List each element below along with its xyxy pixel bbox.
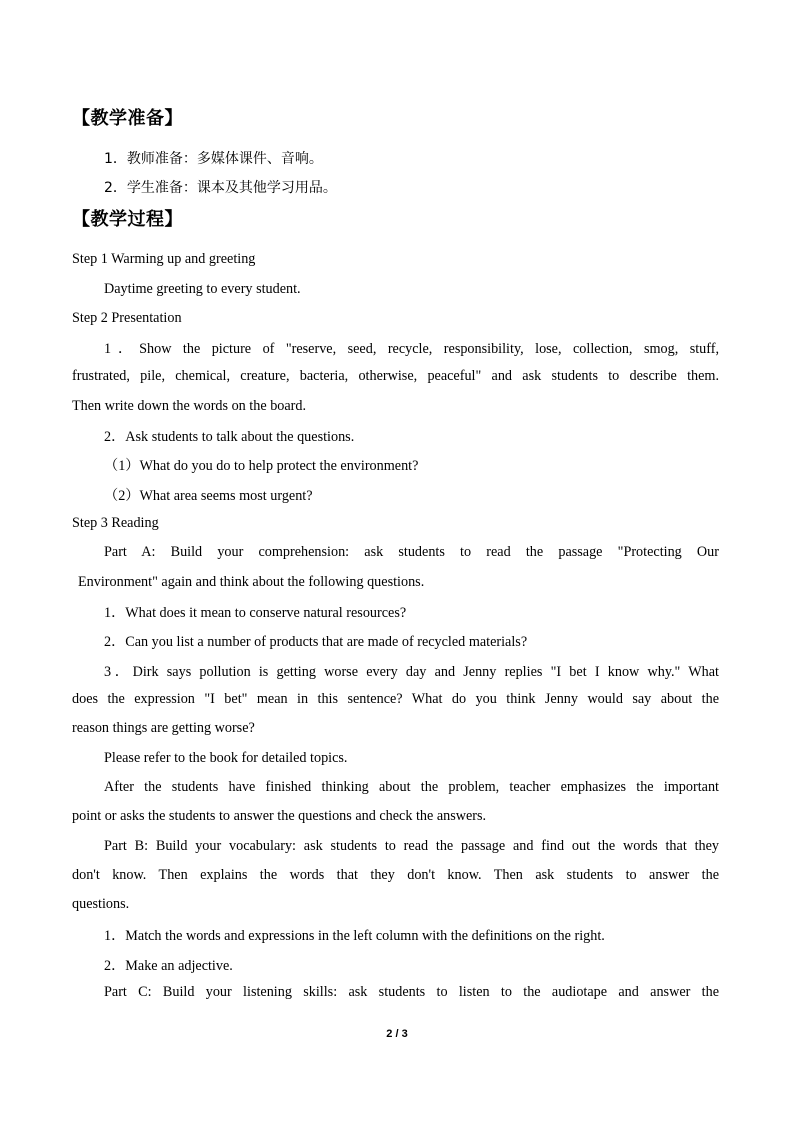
section-heading-process: 【教学过程】 bbox=[72, 209, 183, 230]
step2-title: Step 2 Presentation bbox=[72, 310, 182, 326]
step3-question-a1: 1．What does it mean to conserve natural resources? bbox=[104, 605, 407, 621]
step3-partC-line1: Part C: Build your listening skills: ask students to listen to the audiotape and answer the bbox=[104, 984, 719, 1000]
step1-title: Step 1 Warming up and greeting bbox=[72, 251, 256, 267]
step3-title: Step 3 Reading bbox=[72, 515, 159, 531]
step3-partA-line1: Part A: Build your comprehension: ask students to read the passage "Protecting Our bbox=[104, 544, 719, 560]
step3-question-b1: 1．Match the words and expressions in the left column with the definitions on the right. bbox=[104, 928, 605, 944]
step2-question1: （1）What do you do to help protect the environment? bbox=[104, 458, 419, 474]
step3-refer: Please refer to the book for detailed topics. bbox=[104, 750, 348, 766]
step3-partA-line2: Environment" again and think about the following questions. bbox=[78, 574, 425, 590]
step1-text: Daytime greeting to every student. bbox=[104, 281, 301, 297]
step2-item2: 2．Ask students to talk about the questions. bbox=[104, 429, 355, 445]
step2-item1-line2: frustrated, pile, chemical, creature, bacteria, otherwise, peaceful" and ask students to describe them. bbox=[72, 368, 719, 384]
step3-after-line2: point or asks the students to answer the questions and check the answers. bbox=[72, 808, 487, 824]
section-heading-preparation: 【教学准备】 bbox=[72, 108, 183, 129]
page-number: 2 / 3 bbox=[386, 1028, 408, 1040]
step2-item1-line3: Then write down the words on the board. bbox=[72, 398, 307, 414]
step3-partB-line3: questions. bbox=[72, 896, 130, 912]
step2-question2: （2）What area seems most urgent? bbox=[104, 488, 313, 504]
prep-item-student: 2．学生准备：课本及其他学习用品。 bbox=[104, 180, 337, 196]
step3-question-a3-line2: does the expression "I bet" mean in this sentence? What do you think Jenny would say about the bbox=[72, 691, 719, 707]
prep-item-teacher: 1．教师准备：多媒体课件、音响。 bbox=[104, 151, 323, 167]
step3-partB-line1: Part B: Build your vocabulary: ask students to read the passage and find out the words that they bbox=[104, 838, 719, 854]
step3-question-a3-line3: reason things are getting worse? bbox=[72, 720, 255, 736]
step3-question-a2: 2．Can you list a number of products that are made of recycled materials? bbox=[104, 634, 528, 650]
step3-partB-line2: don't know. Then explains the words that they don't know. Then ask students to answer the bbox=[72, 867, 719, 883]
step3-question-a3-line1: 3．Dirk says pollution is getting worse every day and Jenny replies "I bet I know why." What bbox=[104, 664, 719, 680]
step3-question-b2: 2．Make an adjective. bbox=[104, 958, 233, 974]
step2-item1-line1: 1．Show the picture of "reserve, seed, recycle, responsibility, lose, collection, smog, stuff, bbox=[104, 341, 719, 357]
step3-after-line1: After the students have finished thinking about the problem, teacher emphasizes the important bbox=[104, 779, 719, 795]
